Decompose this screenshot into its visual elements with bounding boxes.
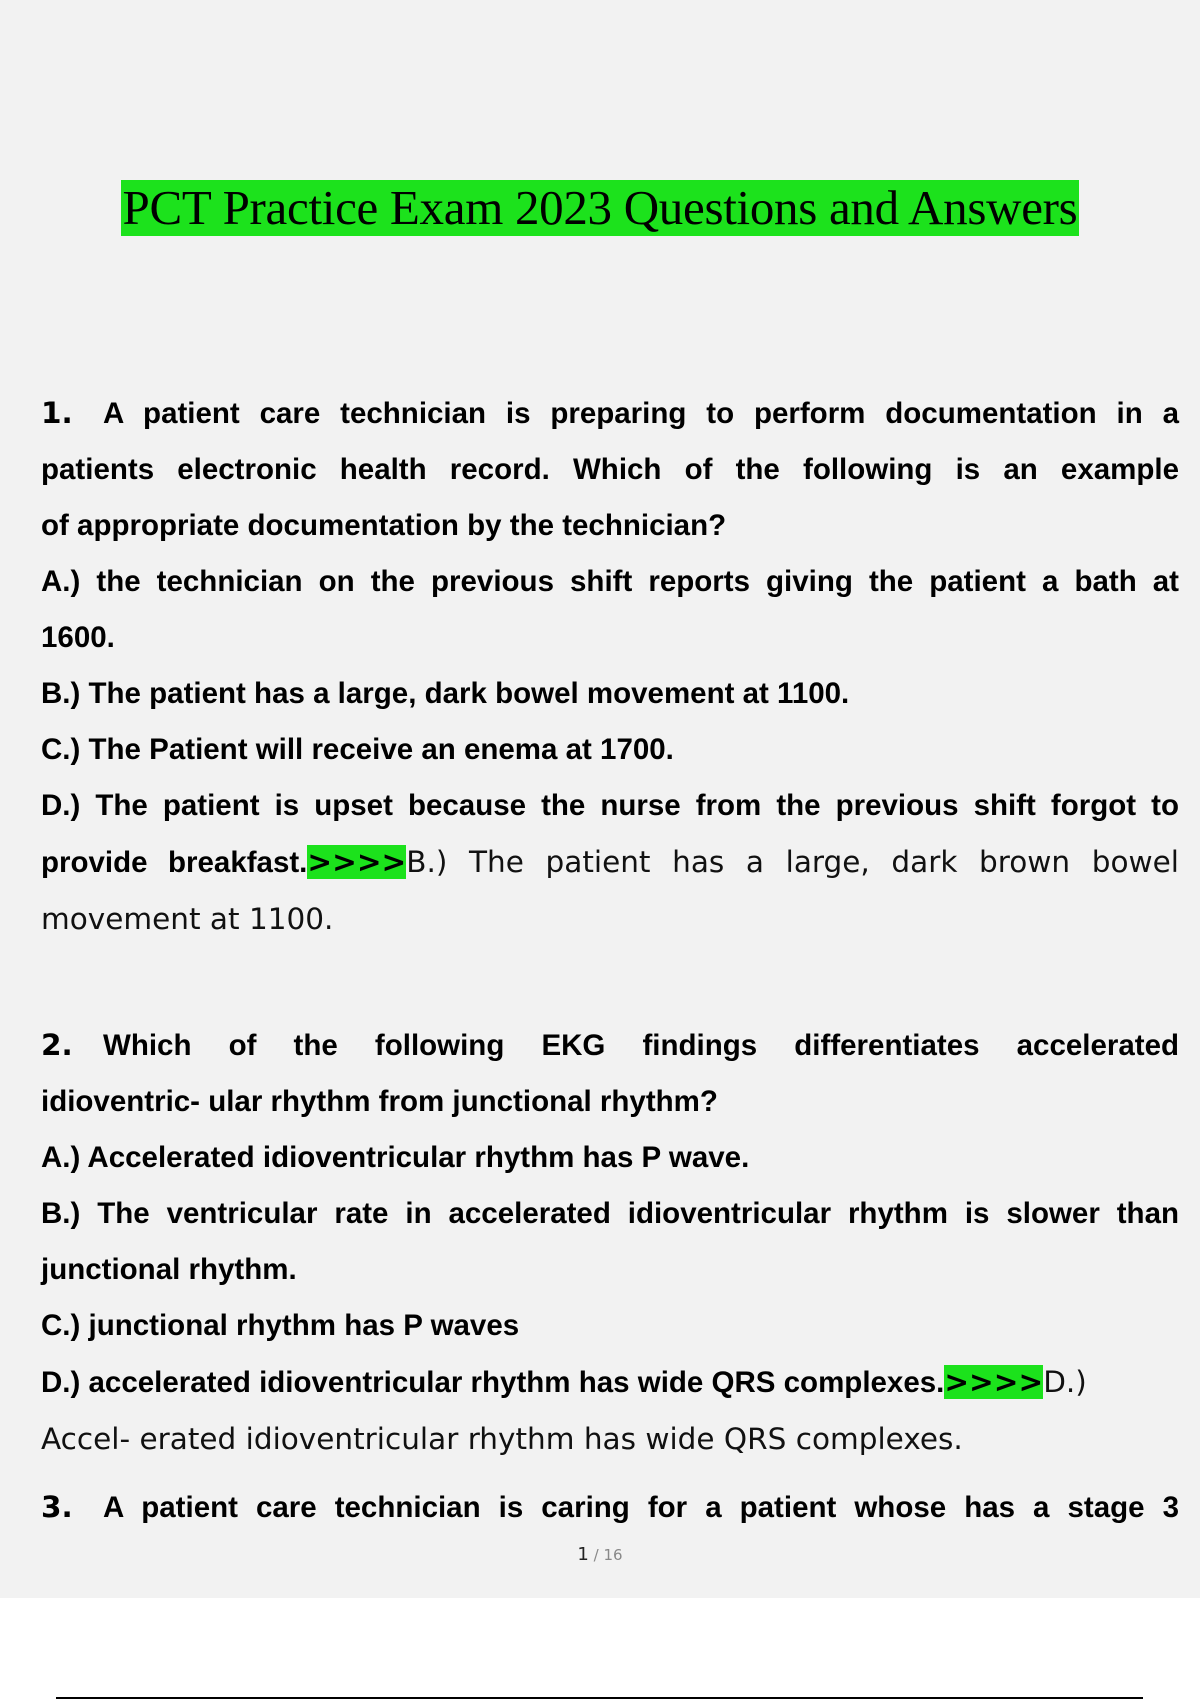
document-body [41, 385, 1179, 1536]
question-2-line-2: idioventric- ular rhythm from junctional rhythm? [41, 1085, 718, 1118]
question-1 [41, 385, 1179, 947]
question-2-option-c: C.) junctional rhythm has P waves [41, 1309, 520, 1342]
page-number [0, 1544, 1200, 1565]
question-2-option-b-cont: junctional rhythm. [41, 1253, 297, 1286]
page-divider [56, 1697, 1143, 1699]
page-total: 16 [603, 1546, 623, 1564]
question-1-text-1: A patient care technician is preparing to perform documentation in a [103, 397, 1179, 430]
question-2-line-1 [41, 1017, 1179, 1074]
question-1-line-2: patients electronic health record. Which of the following is an example [41, 453, 1179, 486]
question-2-option-a: A.) Accelerated idioventricular rhythm has P wave. [41, 1141, 750, 1174]
page-separator: / [588, 1546, 604, 1564]
question-2-option-b: B.) The ventricular rate in accelerated idioventricular rhythm is slower than [41, 1197, 1179, 1230]
question-1-option-c: C.) The Patient will receive an enema at 1700. [41, 733, 674, 766]
question-2-number: 2. [41, 1028, 73, 1062]
question-1-option-d: D.) The patient is upset because the nurse from the previous shift forgot to [41, 789, 1179, 822]
answer-marker-2: >>>> [944, 1365, 1044, 1399]
question-1-answer-cont: movement at 1100. [41, 902, 334, 936]
question-1-option-b: B.) The patient has a large, dark bowel movement at 1100. [41, 677, 850, 710]
question-2-answer-line [41, 1354, 1179, 1411]
question-2-answer-cont: Accel- erated idioventricular rhythm has wide QRS complexes. [41, 1422, 963, 1456]
question-1-number: 1. [41, 396, 73, 430]
question-1-option-d-cont: provide breakfast. [41, 846, 308, 879]
question-2 [41, 1017, 1179, 1467]
question-2-text-1: Which of the following EKG findings differentiates accelerated [103, 1029, 1179, 1062]
spacer [41, 1467, 1179, 1479]
question-3-number: 3. [41, 1490, 73, 1524]
question-1-option-a: A.) the technician on the previous shift reports giving the patient a bath at [41, 565, 1179, 598]
document-title: PCT Practice Exam 2023 Questions and Answers [122, 180, 1078, 235]
question-1-option-a-cont: 1600. [41, 621, 115, 654]
spacer [41, 947, 1179, 1017]
question-1-answer-line [41, 834, 1179, 891]
title-container [0, 180, 1200, 236]
question-3-text-1: A patient care technician is caring for a patient whose has a stage 3 [103, 1491, 1179, 1524]
question-1-line-1 [41, 385, 1179, 442]
answer-marker-1: >>>> [307, 845, 407, 879]
question-3 [41, 1479, 1179, 1536]
question-2-answer: D.) [1043, 1365, 1087, 1399]
question-1-line-3: of appropriate documentation by the technician? [41, 509, 727, 542]
question-2-option-d: D.) accelerated idioventricular rhythm has wide QRS complexes. [41, 1366, 945, 1399]
question-3-line-1 [41, 1479, 1179, 1536]
page-current: 1 [577, 1544, 589, 1565]
question-1-answer: B.) The patient has a large, dark brown bowel [406, 845, 1180, 879]
